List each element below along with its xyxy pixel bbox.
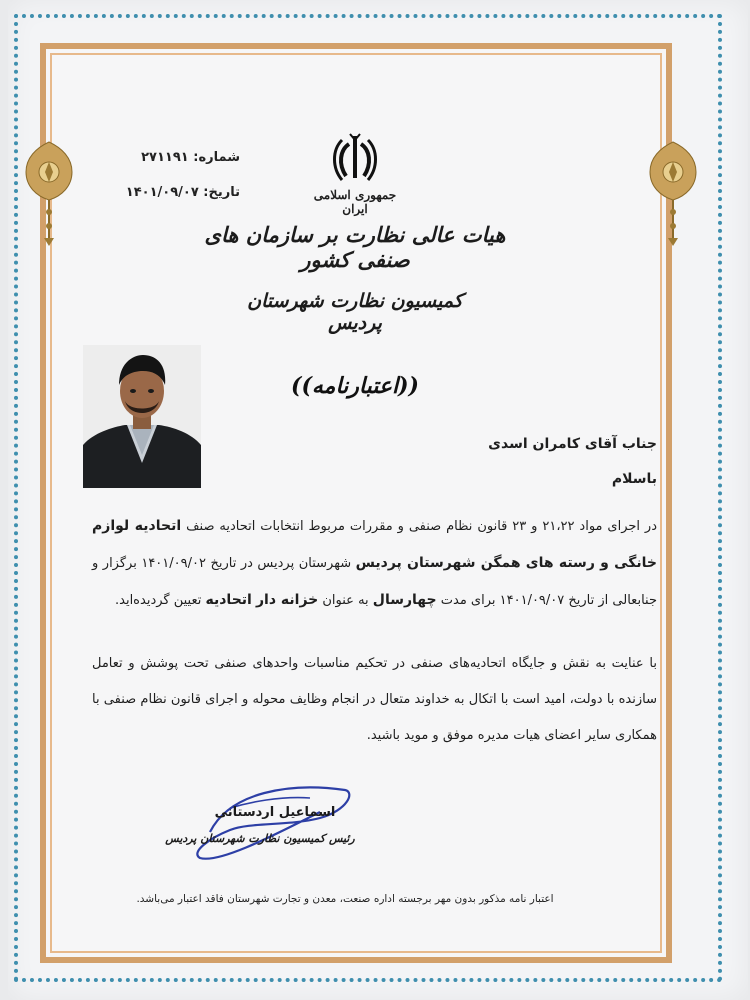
para1-part-a: در اجرای مواد ۲۱،۲۲ و ۲۳ قانون نظام صنفی و مقررات مربوط انتخابات اتحادیه صنف (186, 519, 657, 534)
date-label: تاریخ: (203, 185, 240, 200)
document-title: ((اعتبارنامه)) (291, 373, 419, 399)
org-subtitle: کمیسیون نظارت شهرستان پردیس (247, 290, 463, 334)
org-title: هیات عالی نظارت بر سازمان های صنفی کشور (204, 222, 506, 272)
recipient-salutation: جناب آقای کامران اسدی (488, 436, 657, 452)
date-value: ۱۴۰۱/۰۹/۰۷ (125, 185, 199, 200)
number-label: شماره: (193, 150, 240, 165)
term-length: چهارسال (372, 592, 437, 608)
appointment-paragraph (92, 508, 657, 619)
iran-emblem-icon (330, 132, 380, 184)
union-word: اتحادیه (205, 592, 252, 608)
left-ornament-icon (22, 138, 76, 248)
para1-part-c: شهرستان پردیس در تاریخ (210, 556, 356, 571)
number-value: ۲۷۱۱۹۱ (141, 150, 189, 165)
greeting: باسلام (611, 471, 657, 487)
para1-part-i: تعیین گردیده‌اید. (115, 593, 206, 608)
validity-footnote: اعتبار نامه مذکور بدون مهر برجسته اداره صنعت، معدن و تجارت شهرستان فاقد اعتبار می‌باشد. (136, 893, 554, 905)
position-title: خزانه دار (255, 592, 319, 608)
para1-part-f: به عنوان (318, 593, 373, 608)
signatory-role: رئیس کمیسیون نظارت شهرستان پردیس (165, 832, 355, 845)
republic-label: جمهوری اسلامی ایران (313, 188, 397, 216)
closing-paragraph: با عنایت به نقش و جایگاه اتحادیه‌های صنفی در تحکیم مناسبات واحدهای صنفی تحت پوشش و تعامل سازنده با دولت، امید است با اتکال به خداوند متعال در انجام وظایف محوله و اجرای قانون نظام صنفی با همکاری سایر اعضای هیات مدیره موفق و موید باشید. (92, 656, 657, 743)
right-ornament-icon (646, 138, 700, 248)
portrait-photo (83, 345, 201, 488)
letter-date (100, 185, 240, 200)
signatory-name: اسماعیل اردستانی (214, 805, 336, 820)
union-name: اتحادیه لوازم خانگی و رسته های همگن شهرستان پردیس (92, 518, 657, 571)
signature-scribble-icon (170, 772, 370, 872)
para1-part-d: ۱۴۰۱/۰۹/۰۲ برگزار و جنابعالی از تاریخ ۱۴۰۱/۰۹/۰۷ برای مدت (92, 556, 657, 608)
letter-number (120, 150, 240, 165)
